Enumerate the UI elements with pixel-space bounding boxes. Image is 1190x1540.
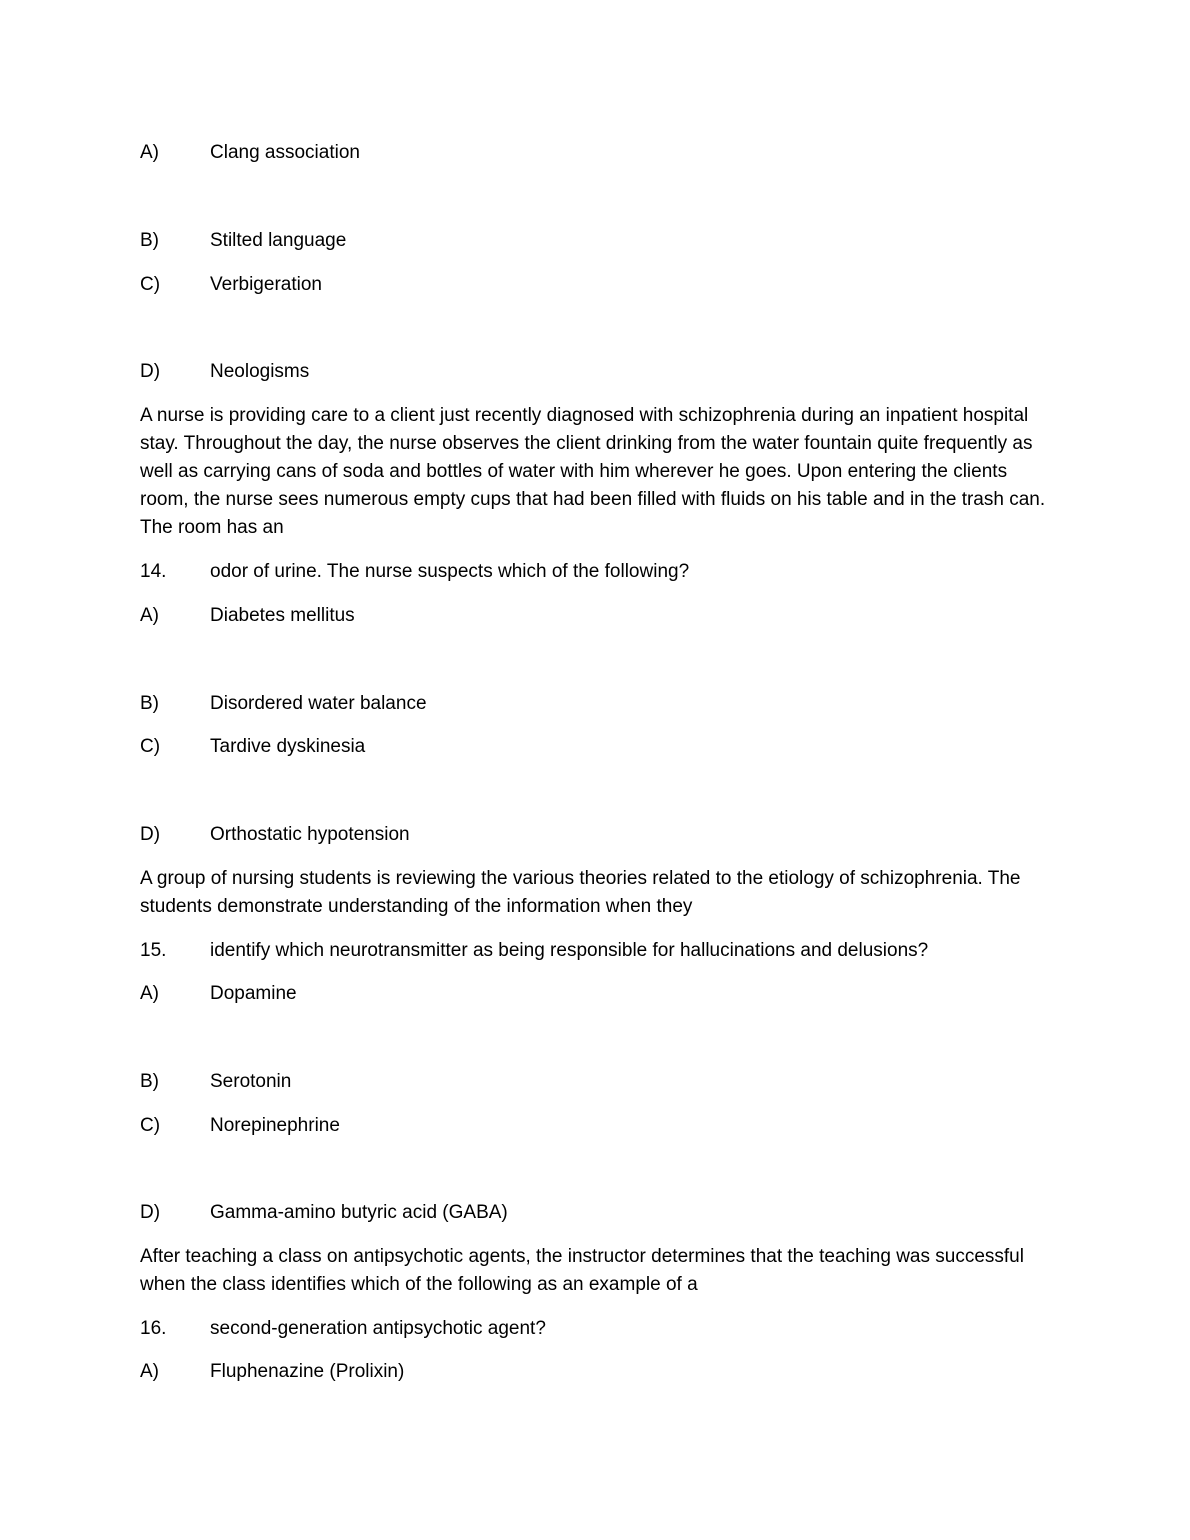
option-text: Clang association	[210, 142, 360, 163]
option-d	[140, 358, 309, 386]
option-label: A)	[140, 605, 159, 626]
option-b	[140, 227, 346, 255]
option-label: A)	[140, 1361, 159, 1382]
question-line	[140, 1315, 546, 1343]
question-line	[140, 558, 689, 586]
option-text: Verbigeration	[210, 274, 322, 295]
option-label: D)	[140, 1202, 161, 1223]
option-label: C)	[140, 736, 161, 757]
option-text: Tardive dyskinesia	[210, 736, 366, 757]
option-label: D)	[140, 824, 161, 845]
option-a	[140, 1358, 404, 1386]
option-a	[140, 139, 360, 167]
question-stem: A group of nursing students is reviewing the various theories related to the etiology of schizophrenia. The students demonstrate understanding of the information when they	[140, 868, 1021, 917]
question-number: 15.	[140, 940, 167, 961]
option-a	[140, 602, 355, 630]
option-c	[140, 1112, 340, 1140]
question-stem: A nurse is providing care to a client just recently diagnosed with schizophrenia during an inpatient hospital stay. Throughout the day, the nurse observes the client drinking from the water fountain quite frequently as well as carrying cans of soda and bottles of water with him wherever he goes. Upon entering the clients room, the nurse sees numerous empty cups that had been filled with fluids on his table and in the trash can. The room has an	[140, 405, 1046, 538]
option-text: Orthostatic hypotension	[210, 824, 410, 845]
question-number: 14.	[140, 561, 167, 582]
option-label: A)	[140, 983, 159, 1004]
question-text: odor of urine. The nurse suspects which of the following?	[210, 561, 690, 582]
option-label: B)	[140, 693, 159, 714]
question-text: second-generation antipsychotic agent?	[210, 1318, 546, 1339]
question-number: 16.	[140, 1318, 167, 1339]
option-text: Diabetes mellitus	[210, 605, 355, 626]
option-d	[140, 1199, 508, 1227]
option-text: Gamma-amino butyric acid (GABA)	[210, 1202, 508, 1223]
option-text: Neologisms	[210, 361, 310, 382]
option-label: D)	[140, 361, 161, 382]
option-d	[140, 821, 410, 849]
option-label: C)	[140, 1115, 161, 1136]
option-b	[140, 1068, 291, 1096]
option-label: C)	[140, 274, 161, 295]
question-line	[140, 937, 928, 965]
option-a	[140, 980, 297, 1008]
option-text: Serotonin	[210, 1071, 292, 1092]
option-text: Norepinephrine	[210, 1115, 340, 1136]
question-text: identify which neurotransmitter as being responsible for hallucinations and delusions?	[210, 940, 929, 961]
option-label: B)	[140, 230, 159, 251]
option-c	[140, 733, 365, 761]
option-text: Disordered water balance	[210, 693, 427, 714]
option-label: B)	[140, 1071, 159, 1092]
question-stem: After teaching a class on antipsychotic agents, the instructor determines that the teaching was successful when the class identifies which of the following as an example of a	[140, 1246, 1024, 1295]
option-label: A)	[140, 142, 159, 163]
option-b	[140, 690, 427, 718]
option-c	[140, 271, 322, 299]
option-text: Stilted language	[210, 230, 347, 251]
option-text: Dopamine	[210, 983, 297, 1004]
option-text: Fluphenazine (Prolixin)	[210, 1361, 405, 1382]
